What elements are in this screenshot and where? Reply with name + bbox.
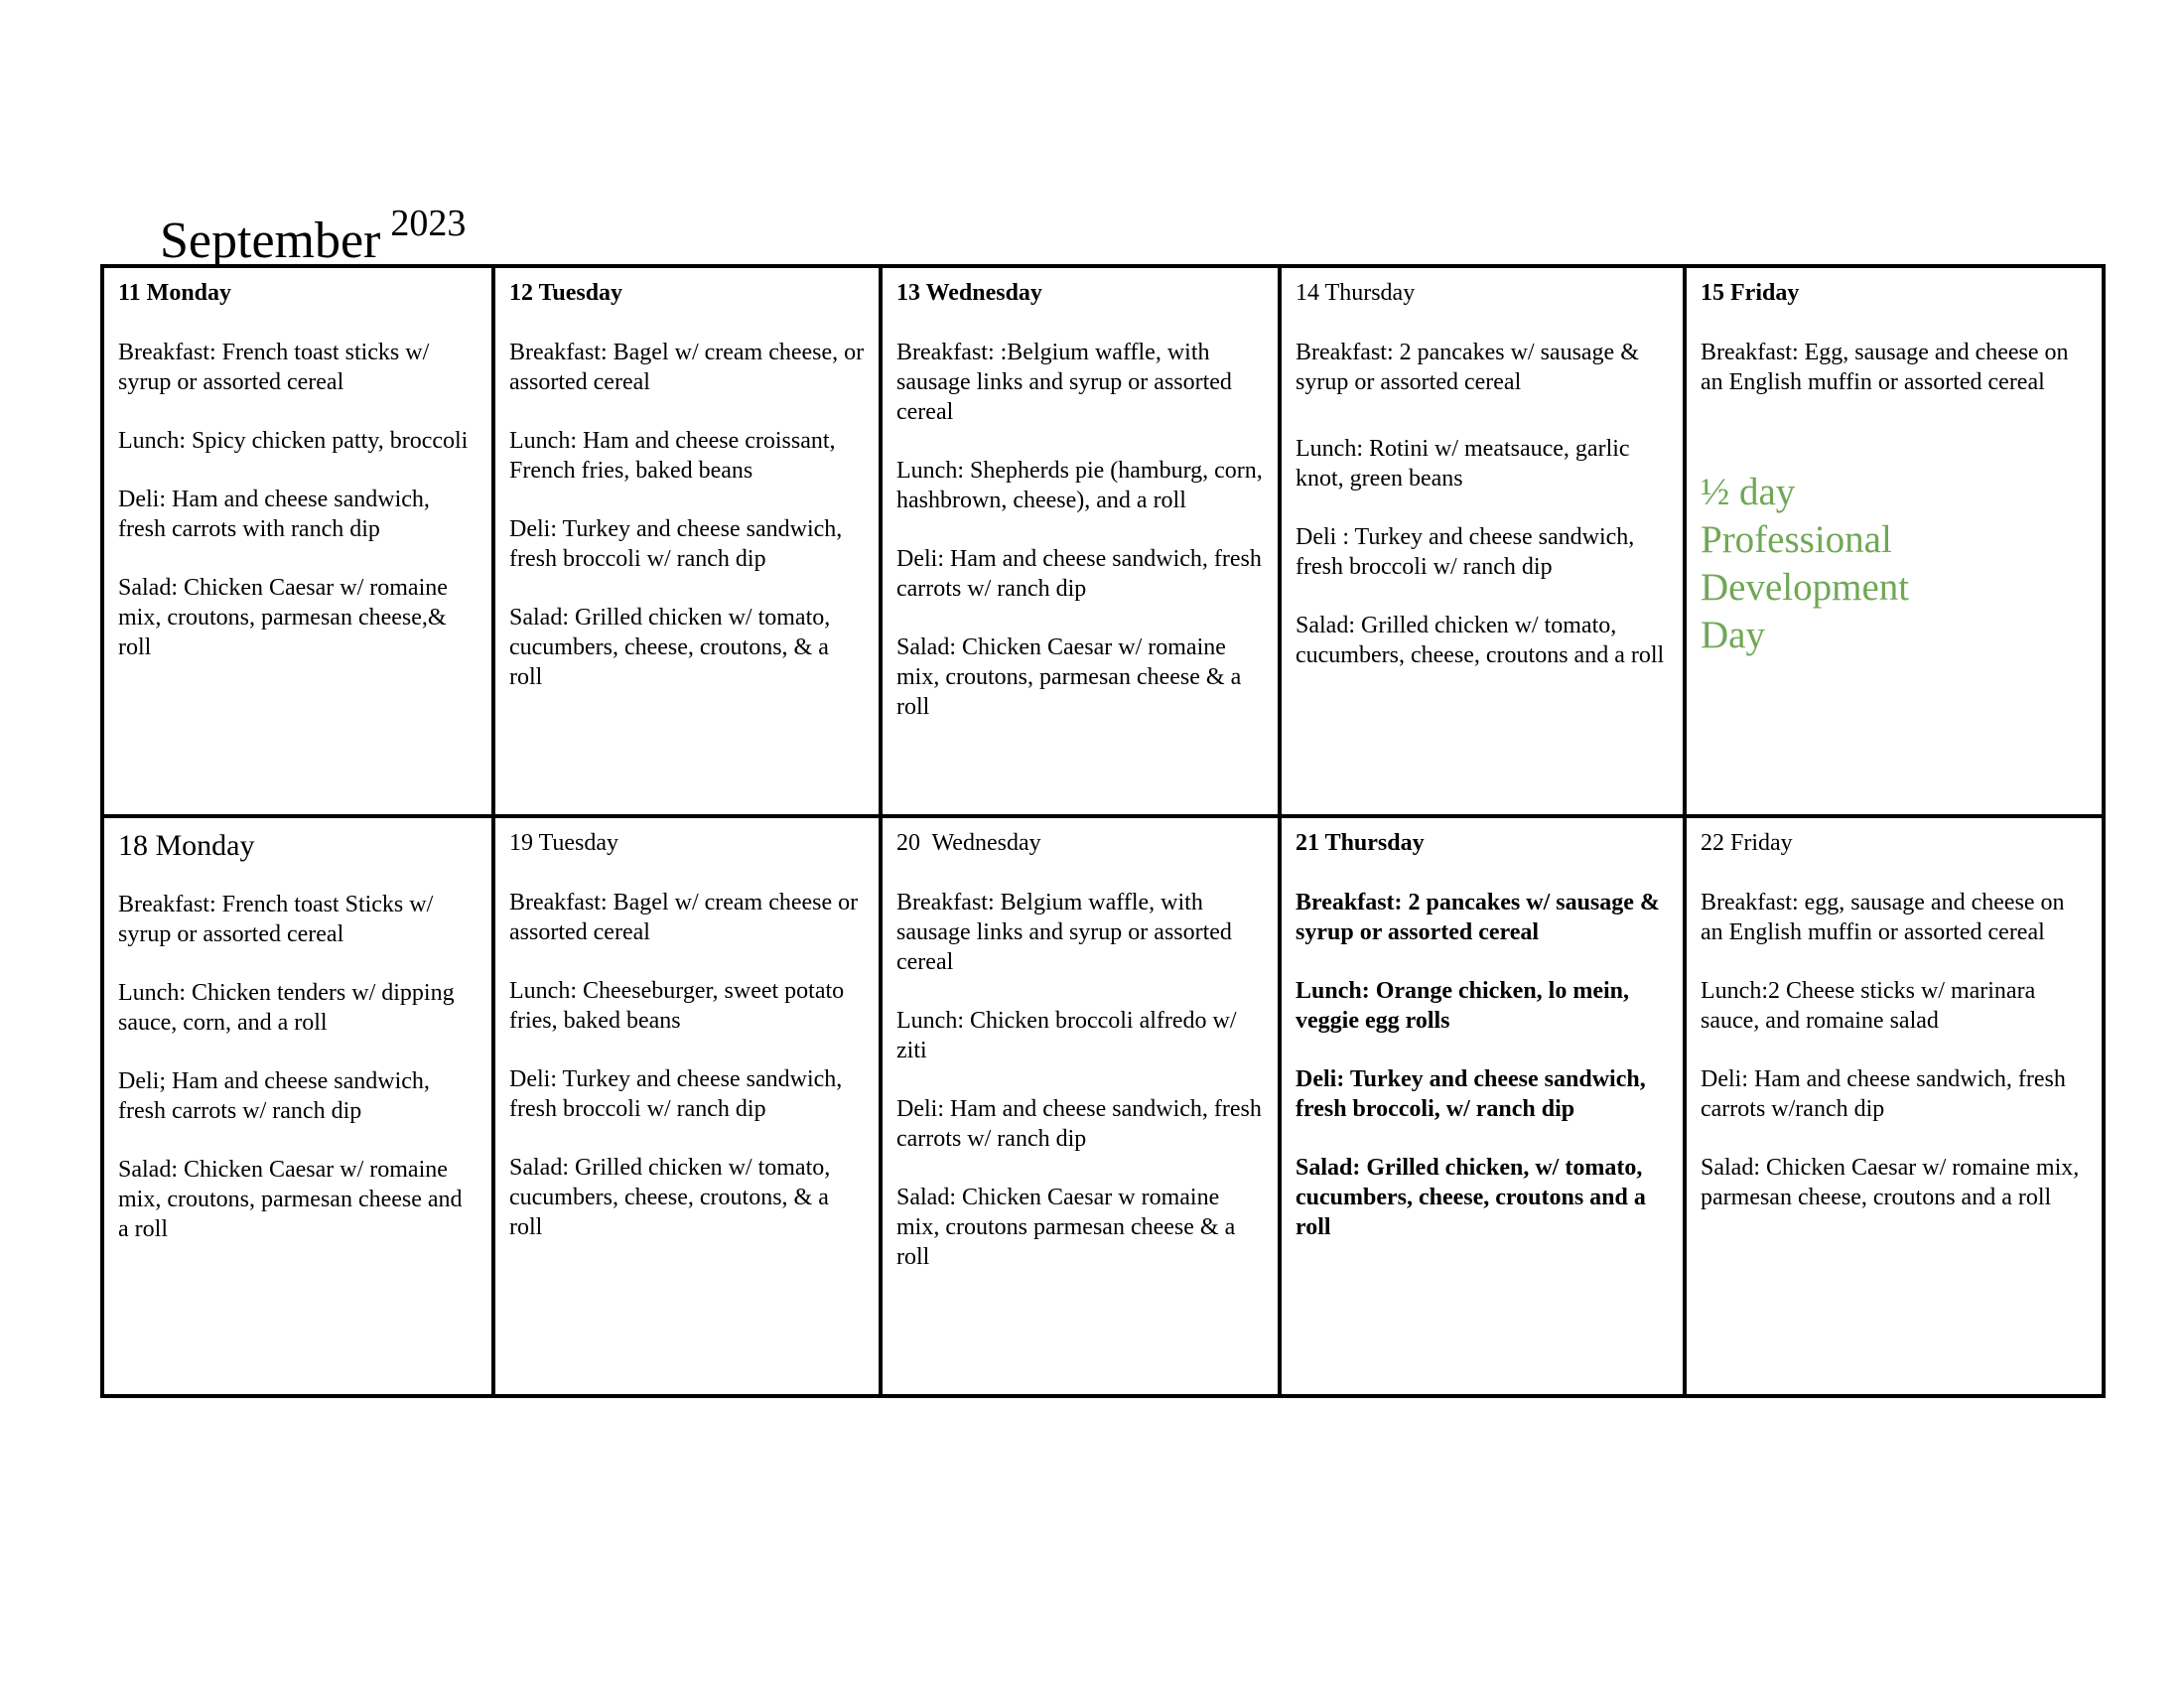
lunch-item: Lunch: Chicken broccoli alfredo w/ ziti [896, 1008, 1237, 1063]
salad-item: Salad: Chicken Caesar w/ romaine mix, parmesan cheese, croutons and a roll [1701, 1155, 2080, 1210]
day-cell-fri-15 [1685, 266, 2104, 816]
salad-item: Salad: Grilled chicken w/ tomato, cucumbers, cheese, croutons, & a roll [509, 605, 831, 690]
salad-item: Salad: Grilled chicken w/ tomato, cucumbers, cheese, croutons, & a roll [509, 1155, 831, 1240]
day-cell-thu-21 [1280, 816, 1685, 1396]
salad-item: Salad: Grilled chicken, w/ tomato, cucumbers, cheese, croutons and a roll [1296, 1155, 1646, 1240]
lunch-menu-calendar [100, 264, 2106, 1398]
salad-item: Salad: Chicken Caesar w romaine mix, croutons parmesan cheese & a roll [896, 1185, 1236, 1270]
breakfast-item: Breakfast: French toast Sticks w/ syrup or assorted cereal [118, 892, 434, 947]
deli-item: Deli: Ham and cheese sandwich, fresh carrots w/ ranch dip [896, 1096, 1262, 1152]
day-header: 19 Tuesday [509, 830, 619, 856]
year-label: 2023 [390, 203, 467, 244]
breakfast-item: Breakfast: 2 pancakes w/ sausage & syrup or assorted cereal [1296, 890, 1660, 945]
week-row [102, 816, 2104, 1396]
day-header: 15 Friday [1701, 280, 1800, 306]
day-cell-mon-11 [102, 266, 493, 816]
month-label: September [160, 212, 381, 269]
deli-item: Deli : Turkey and cheese sandwich, fresh broccoli w/ ranch dip [1296, 524, 1635, 580]
breakfast-item: Breakfast: Bagel w/ cream cheese or assorted cereal [509, 890, 859, 945]
lunch-item: Lunch: Chicken tenders w/ dipping sauce, corn, and a roll [118, 980, 455, 1036]
lunch-item: Lunch: Spicy chicken patty, broccoli [118, 428, 469, 454]
lunch-item: Lunch: Cheeseburger, sweet potato fries, baked beans [509, 978, 845, 1034]
lunch-item: Lunch:2 Cheese sticks w/ marinara sauce, and romaine salad [1701, 978, 2036, 1034]
lunch-item: Lunch: Shepherds pie (hamburg, corn, hashbrown, cheese), and a roll [896, 458, 1263, 513]
salad-item: Salad: Chicken Caesar w/ romaine mix, croutons, parmesan cheese & a roll [896, 634, 1242, 720]
deli-item: Deli: Turkey and cheese sandwich, fresh broccoli w/ ranch dip [509, 1066, 843, 1122]
day-header: 12 Tuesday [509, 280, 623, 306]
day-header: 18 Monday [118, 829, 255, 862]
salad-item: Salad: Chicken Caesar w/ romaine mix, croutons, parmesan cheese and a roll [118, 1157, 463, 1242]
day-cell-tue-12 [493, 266, 881, 816]
day-header: 14 Thursday [1296, 280, 1416, 306]
week-row [102, 266, 2104, 816]
deli-item: Deli: Ham and cheese sandwich, fresh carrots w/ ranch dip [896, 546, 1262, 602]
salad-item: Salad: Chicken Caesar w/ romaine mix, croutons, parmesan cheese,& roll [118, 575, 448, 660]
salad-item: Salad: Grilled chicken w/ tomato, cucumbers, cheese, croutons and a roll [1296, 613, 1665, 668]
lunch-item: Lunch: Ham and cheese croissant, French fries, baked beans [509, 428, 836, 484]
day-header: 21 Thursday [1296, 830, 1425, 856]
deli-item: Deli; Ham and cheese sandwich, fresh carrots w/ ranch dip [118, 1068, 430, 1124]
day-header: 13 Wednesday [896, 280, 1042, 306]
day-header: 22 Friday [1701, 830, 1793, 856]
breakfast-item: Breakfast: Bagel w/ cream cheese, or assorted cereal [509, 340, 865, 395]
day-header: 20 Wednesday [896, 830, 1041, 856]
day-cell-wed-13 [881, 266, 1280, 816]
lunch-item: Lunch: Rotini w/ meatsauce, garlic knot, green beans [1296, 436, 1630, 492]
breakfast-item: Breakfast: :Belgium waffle, with sausage links and syrup or assorted cereal [896, 340, 1232, 425]
day-cell-tue-19 [493, 816, 881, 1396]
day-cell-fri-22 [1685, 816, 2104, 1396]
breakfast-item: Breakfast: Belgium waffle, with sausage links and syrup or assorted cereal [896, 890, 1232, 975]
day-cell-wed-20 [881, 816, 1280, 1396]
breakfast-item: Breakfast: egg, sausage and cheese on an English muffin or assorted cereal [1701, 890, 2065, 945]
calendar-title [160, 205, 466, 267]
day-cell-thu-14 [1280, 266, 1685, 816]
deli-item: Deli: Turkey and cheese sandwich, fresh broccoli w/ ranch dip [509, 516, 843, 572]
deli-item: Deli: Ham and cheese sandwich, fresh carrots w/ranch dip [1701, 1066, 2066, 1122]
breakfast-item: Breakfast: French toast sticks w/ syrup or assorted cereal [118, 340, 430, 395]
day-cell-mon-18 [102, 816, 493, 1396]
breakfast-item: Breakfast: 2 pancakes w/ sausage & syrup or assorted cereal [1296, 340, 1639, 395]
day-header: 11 Monday [118, 280, 232, 306]
deli-item: Deli: Turkey and cheese sandwich, fresh broccoli, w/ ranch dip [1296, 1066, 1646, 1122]
breakfast-item: Breakfast: Egg, sausage and cheese on an English muffin or assorted cereal [1701, 340, 2069, 395]
professional-development-note: ½ day Professional Development Day [1701, 471, 1910, 656]
lunch-item: Lunch: Orange chicken, lo mein, veggie egg rolls [1296, 978, 1630, 1034]
deli-item: Deli: Ham and cheese sandwich, fresh carrots with ranch dip [118, 487, 430, 542]
